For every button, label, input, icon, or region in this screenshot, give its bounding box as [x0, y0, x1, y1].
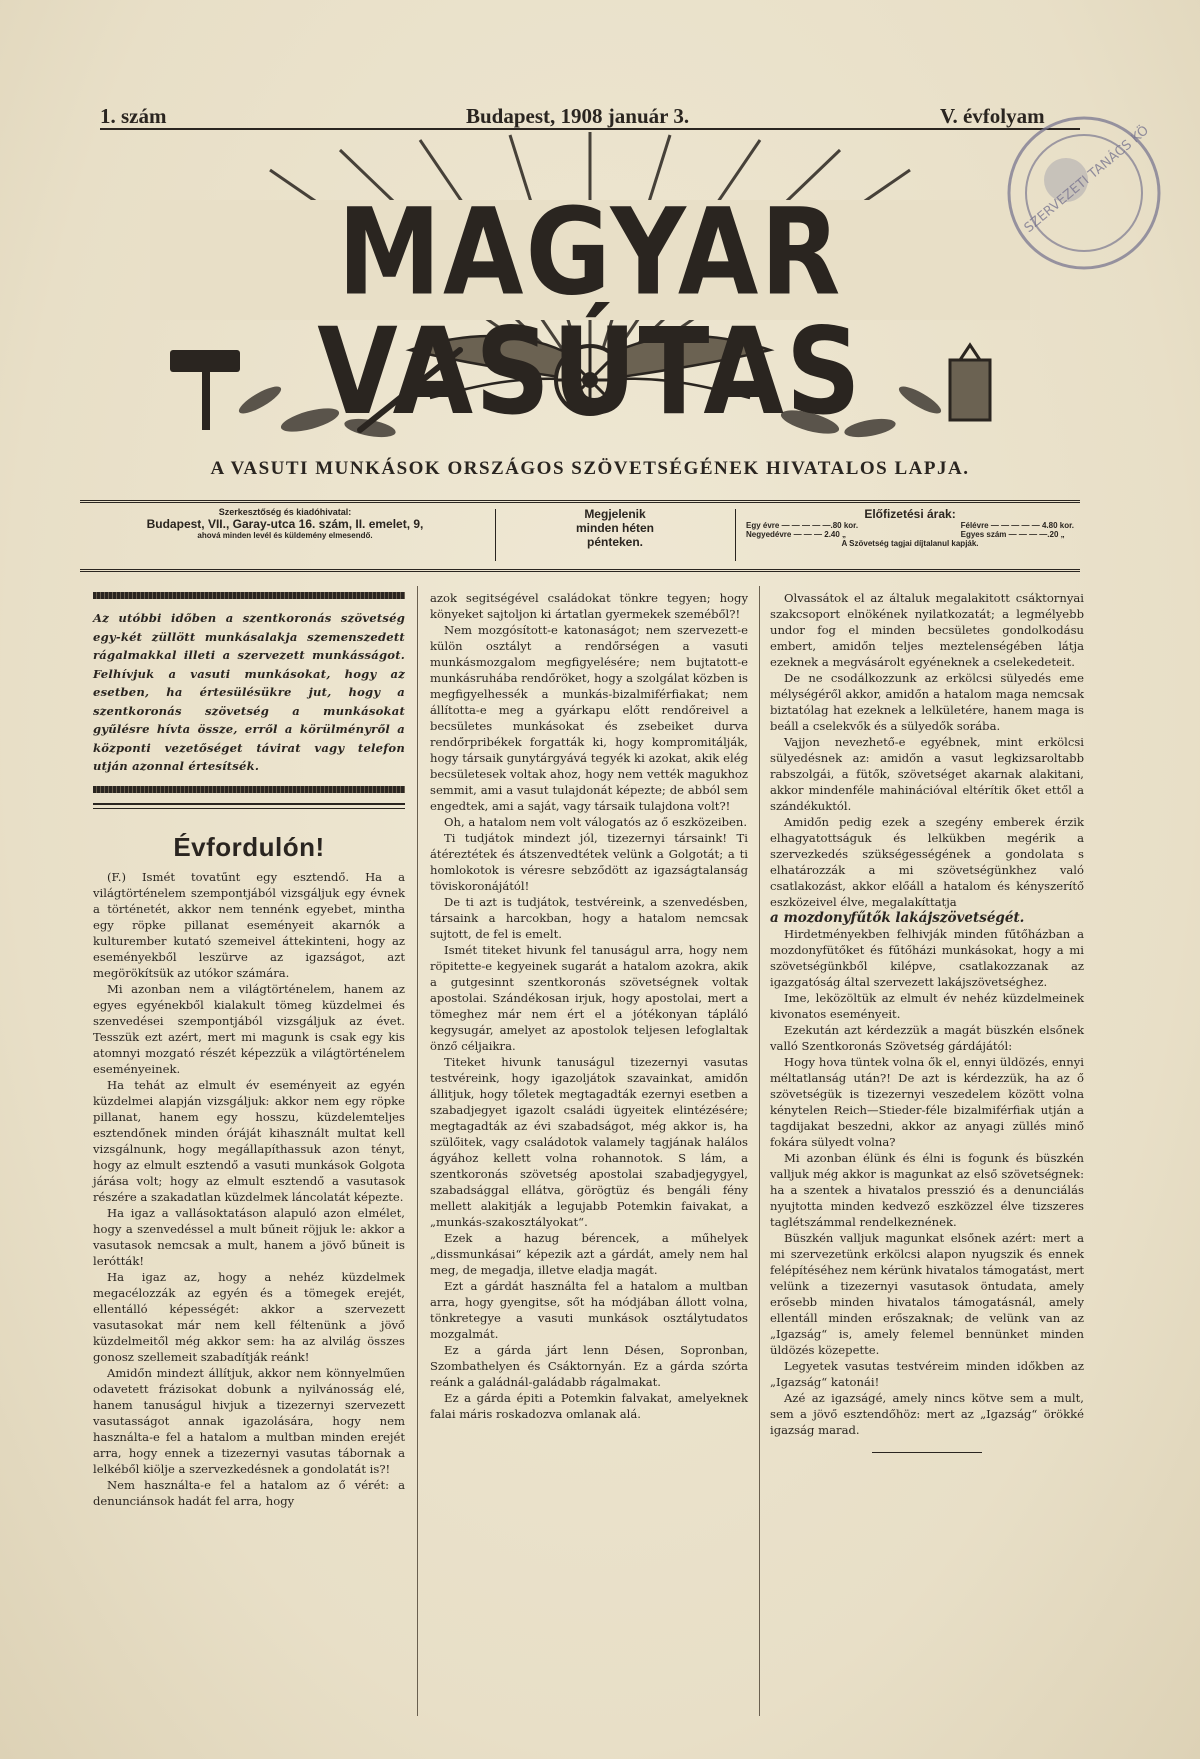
price-single: Egyes szám — — — —.20 „: [960, 530, 1065, 539]
publication-schedule: [500, 507, 730, 549]
paragraph: Titeket hivunk tanuságul tizezernyi vasutas testvéreink, hogy igazoljátok szavainkat, amidőn állitjuk, hogy tőletek megtagadták ezernyi esetben a szabadjegyet igazolt családi ügyeitek elintézésére; megtagadták az évi szabadságot, még akkor is, ha szülőitek, vagy családotok valamely tagjának halálos ágyához kellett volna rohannotok. S lám, a szentkoronás szövetség apostolai szabadjegygyel, szabadsággal ellátva, görögtüz és bengáli fény mellett alakitják a legujabb Potemkin faivakat, a „munkás-szakosztályokat“.: [430, 1055, 748, 1229]
paragraph: De ti azt is tudjátok, testvéreink, a szenvedésben, társaink a harcokban, hogy a hatalom nemcsak sujtott, de fel is emelt.: [430, 895, 748, 941]
newspaper-subtitle: A VASUTI MUNKÁSOK ORSZÁGOS SZÖVETSÉGÉNEK HIVATALOS LAPJA.: [210, 458, 970, 479]
paragraph: Hirdetményekben felhivják minden fűtőházban a mozdonyfütőket és fűtőházi munkásokat, hogy a mi szövetségünkből kilépve, csatlakozzanak az igazgatóság által szervezett lakájszövetséghez.: [770, 927, 1084, 989]
paragraph: Oh, a hatalom nem volt válogatós az ő eszközeiben.: [444, 815, 748, 829]
paragraph: Amidőn mindezt állítjuk, akkor nem könnyelműen odavetett frázisokat dobunk a nyilvánosság elé, hanem tanuságul hivjuk a tizezernyi szervezett vasutasságot annak igazolására, hogy nem használta-e fel a hatalom a multban minden erejét arra, hogy ennek a tizezernyi vasutas tábornak a lelkéből kiölje a szervezkedésnek a gondolatát is?!: [93, 1365, 405, 1476]
column-1: [93, 590, 405, 1509]
prices-note: A Szövetség tagjai díjtalanul kapják.: [841, 539, 979, 548]
info-bar: [80, 500, 1080, 572]
stamp-text: SZERVEZETI TANÁCS KÖ: [1021, 123, 1152, 236]
price-half: Félévre — — — — — 4.80 kor.: [960, 521, 1074, 530]
paragraph: Ismét titeket hivunk fel tanuságul arra, hogy nem röpitette-e kegyeinek sugarát a hatalom azokra, akik a gutgesinnt szentkoronás szövetségnek voltak apostolai. Szándékosan irjuk, hogy apostolai, mert a tömeghez már nem ért el a jótékonyan tápláló kegysugár, amelyet az apostolok teljesen lefoglaltak önző céljaikra.: [430, 943, 748, 1053]
column-2: [430, 590, 748, 1422]
paragraph: Ez a gárda épiti a Potemkin falvakat, amelyeknek falai máris roskadozva omlanak alá.: [430, 1391, 748, 1421]
paragraph: Ime, leközöltük az elmult év nehéz küzdelmeinek kivonatos eseményeit.: [770, 991, 1084, 1021]
paragraph: Ti tudjátok mindezt jól, tizezernyi társaink! Ti átéreztétek és átszenvedtétek velünk a Golgotát; a ti homlokotok is véresre sebződött az igazságtalanság töviskoronájától!: [430, 831, 748, 893]
editorial-office: [80, 507, 490, 540]
paragraph: Büszkén valljuk magunkat elsőnek azért: mert a mi szervezetünk erkölcsi alapon nyugszik és ennek felépítéséhez nem kérünk hivatalos támogatást, mert velünk a tizezernyi vasutasok öntudata, amely erősebb minden hivatalos támogatásnál, amely ellentáll minden erőszaknak; de velünk van az „Igazság“ is, amely felemel bennünket minden üldözés közepette.: [770, 1231, 1084, 1357]
article-rule-thin: [93, 808, 405, 809]
paragraph: Legyetek vasutas testvéreim minden időkben az „Igazság“ katonái!: [770, 1359, 1084, 1389]
prices-right: [961, 521, 1074, 539]
paragraph: Amidőn pedig ezek a szegény emberek érzik elhagyatottságuk és lelkükben megérik a szervezkedés szükségességének a gondolata s elhatározzák a mi szövetségünkhez való csatlakozást, akkor előáll a hatalom és kényszerítő eszközeivel élve, megalakíttatja: [770, 815, 1084, 909]
published-line-3: pénteken.: [586, 535, 643, 549]
paragraph: Ez a gárda járt lenn Désen, Sopronban, Szombathelyen és Csáktornyán. Ez a gárda szórta reánk a galádnál-galádabb rágalmakat.: [430, 1343, 748, 1389]
info-separator: [735, 509, 736, 561]
subscription-prices: [740, 507, 1080, 548]
paragraph: Hogy hova tüntek volna ők el, ennyi üldözés, ennyi méltatlanság után?! De azt is kérdezzük, ha az ő szövetségük is tizezernyi veszedelem között volna kénytelen Reich—Stieder-féle bizalmiférfiak utján a tagdijakat beszedni, akkor az anyagi züllés minő fokára sülyedt volna?: [770, 1055, 1084, 1149]
newspaper-title: MAGYAR VASÚTAS: [317, 182, 863, 442]
paragraph: (F.) Ismét tovatűnt egy esztendő. Ha a világtörténelem szempontjából vizsgáljuk egy évnek a történetét, akkor nem tennénk egyebet, mintha egy röpke pillanat eseményeit akarnók a kulturember kutató szemeivel áttekinteni, hogy az eseményekből leszürve az igazságot, azt megörökítsük az utókor számára.: [93, 869, 405, 980]
info-separator: [495, 509, 496, 561]
issue-date: Budapest, 1908 január 3.: [466, 104, 690, 128]
paragraph: Ha igaz a vallásoktatáson alapuló azon elmélet, hogy a szenvedéssel a mult bűneit röjjuk le: akkor a vasutasok nemcsak a mult, hanem a jövő bűneit is lerótták!: [93, 1205, 405, 1268]
notice-text: Az utóbbi időben a szentkoronás szövetség egy-két züllött munkásalakja szemenszedett rágalmakkal illeti a szervezett munkásságot. Felhívjuk a vasuti munkásokat, hogy az esetben, ha értesülésükre jut, hogy a szentkoronás szövetség a munkásokat gyűlésre hívta össze, erről a körülményről a központi vezetőséget távirat vagy telefon utján azonnal értesítsék.: [93, 611, 405, 773]
editorial-address: Budapest, VII., Garay-utca 16. szám, II. emelet, 9,: [146, 517, 424, 531]
editorial-note: ahová minden levél és küldemény elmesendő.: [197, 531, 373, 540]
article-rule: [93, 803, 405, 805]
paragraph: Ezek a hazug bérencek, a műhelyek „dissmunkásai“ képezik azt a gárdát, amely nem hal meg, de megadja, illetve eladja magát.: [430, 1231, 748, 1277]
prices-grid: [740, 521, 1080, 539]
library-stamp: [996, 108, 1172, 278]
paragraph: Ezt a gárdát használta fel a hatalom a multban arra, hogy gyengitse, sőt ha módjában állott volna, tönkretegye a vasuti munkások osztálytudatos mozgalmát.: [430, 1279, 748, 1341]
paragraph: De ne csodálkozzunk az erkölcsi sülyedés eme mélységéről akkor, amidőn a hatalom maga nemcsak biztatólag hat ezeknek a lelkületére, hanem maga is beáll a cselekvők és a sülyedők sorába.: [770, 671, 1084, 733]
header-line: [100, 104, 1080, 128]
notice-bar-bottom: [93, 786, 405, 793]
volume-number: V. évfolyam: [940, 104, 1045, 128]
masthead: [110, 130, 1070, 445]
editorial-label: Szerkesztőség és kiadóhivatal:: [218, 507, 352, 517]
column-rule: [759, 586, 760, 1716]
paragraph: Olvassátok el az általuk megalakitott csáktornyai szakcsoport elnökének nyilatkozatát; a legmélyebb undor fog el minden becsületes gondolkodásu embert, amidőn teljes meztelenségében látja ezeknek a megvásárolt egyéneknek a cselekedeteit.: [770, 591, 1084, 669]
paragraph: Mi azonban nem a világtörténelem, hanem az egyes egyénekből kialakult tömeg küzdelmei és szenvedései szempontjából vizsgáljuk az évet. Tesszük ezt azért, mert mi magunk is csak egy kis atomnyi mozgató részét képezzük a világtörténelem eseményeinek.: [93, 981, 405, 1076]
paragraph: Nem mozgósított-e katonaságot; nem szervezett-e külön osztályt a rendőrségen a vasuti munkásmozgalom megfigyelésére; nem bujtatott-e munkásruhába rendőröket, hogy a szolgálat közben is megfigyelhessék a munkás-bizalmiférfiakat; nem állította-e meg a gyárkapu előtt rendőreivel a becsületes munkásokat és zsebeiket durva rendőrpribékek forgatták ki, hogy kompromitálják, hogy társaik gunytárgyává tegyék ki azokat, akik elég becsületesek voltak ahoz, hogy nem vették magukhoz semmit, ami a vasut tulajdonát képezte; de abból sem engedtek, ami a saját, vagy társaik tulajdona volt?!: [430, 623, 748, 813]
paragraph: azok segitségével családokat tönkre tegyen; hogy könyeket sajtoljon ki ártatlan gyermekek szeméből?!: [430, 591, 748, 621]
paragraph: Ha igaz az, hogy a nehéz küzdelmek megacélozzák az egyén és a tömegek erejét, ellentálló képességét: akkor a szervezett vasutasokat már nem kell féltenünk a jövő küzdelmeitől még akkor sem: ha az alvilág összes gonosz szellemeit szabadítják reánk!: [93, 1269, 405, 1364]
issue-number: 1. szám: [100, 104, 167, 128]
price-quarter: Negyedévre — — — 2.40 „: [746, 530, 847, 539]
column-3: [770, 590, 1084, 1453]
end-rule: [872, 1452, 982, 1453]
prices-left: [746, 521, 858, 539]
paragraph: Mi azonban élünk és élni is fogunk és büszkén valljuk még akkor is magunkat az első szövetségnek: ha a szentek a hivatalos presszió és a denunciálás nyujtotta minden kedvező eszközzel élve tizszeres taglétszámmal rendelkeznének.: [770, 1151, 1084, 1229]
paragraph: Nem használta-e fel a hatalom az ő vérét: a denunciánsok hadát fel arra, hogy: [93, 1477, 405, 1508]
paragraph: Vajjon nevezhető-e egyébnek, mint erkölcsi sülyedésnek az: amidőn a vasut legkizsaroltabb rabszolgái, a fütők, szövetséget akarnak alakitani, akkor mindenféle mahinációval eltérítik őket ettől a szándékuktól.: [770, 735, 1084, 813]
article-title: Évfordulón!: [173, 831, 325, 862]
published-line-1: Megjelenik: [584, 507, 646, 521]
paragraph: Ezekután azt kérdezzük a magát büszkén elsőnek valló Szentkoronás Szövetség gárdájától:: [770, 1023, 1084, 1053]
notice-bar-top: [93, 592, 405, 599]
paragraph: Azé az igazságé, amely nincs kötve sem a mult, sem a jövő esztendőhöz: mert az „Igazság“ örökké igazság marad.: [770, 1391, 1084, 1437]
prices-title: Előfizetési árak:: [864, 507, 956, 521]
emphasized-line: a mozdonyfűtők lakájszövetségét.: [770, 910, 1025, 926]
price-year: Egy évre — — — — —.80 kor.: [746, 521, 859, 530]
paragraph: Ha tehát az elmult év eseményeit az egyén küzdelmei alapján vizsgáljuk: akkor nem egy röpke pillanat, hanem egy hosszu, küzdelemteljes esztendőnek minden óráját kihasznált multat kell vizsgálnunk, hogy megállapíthassuk azon tényt, hogy az elmult esztendő a vasuti munkások Golgota járása volt; hogy az elmult esztendő a vasutasok részére a szakadatlan küzdelmek láncolatát képezte.: [93, 1077, 405, 1204]
column-rule: [417, 586, 418, 1716]
published-line-2: minden héten: [575, 521, 654, 535]
